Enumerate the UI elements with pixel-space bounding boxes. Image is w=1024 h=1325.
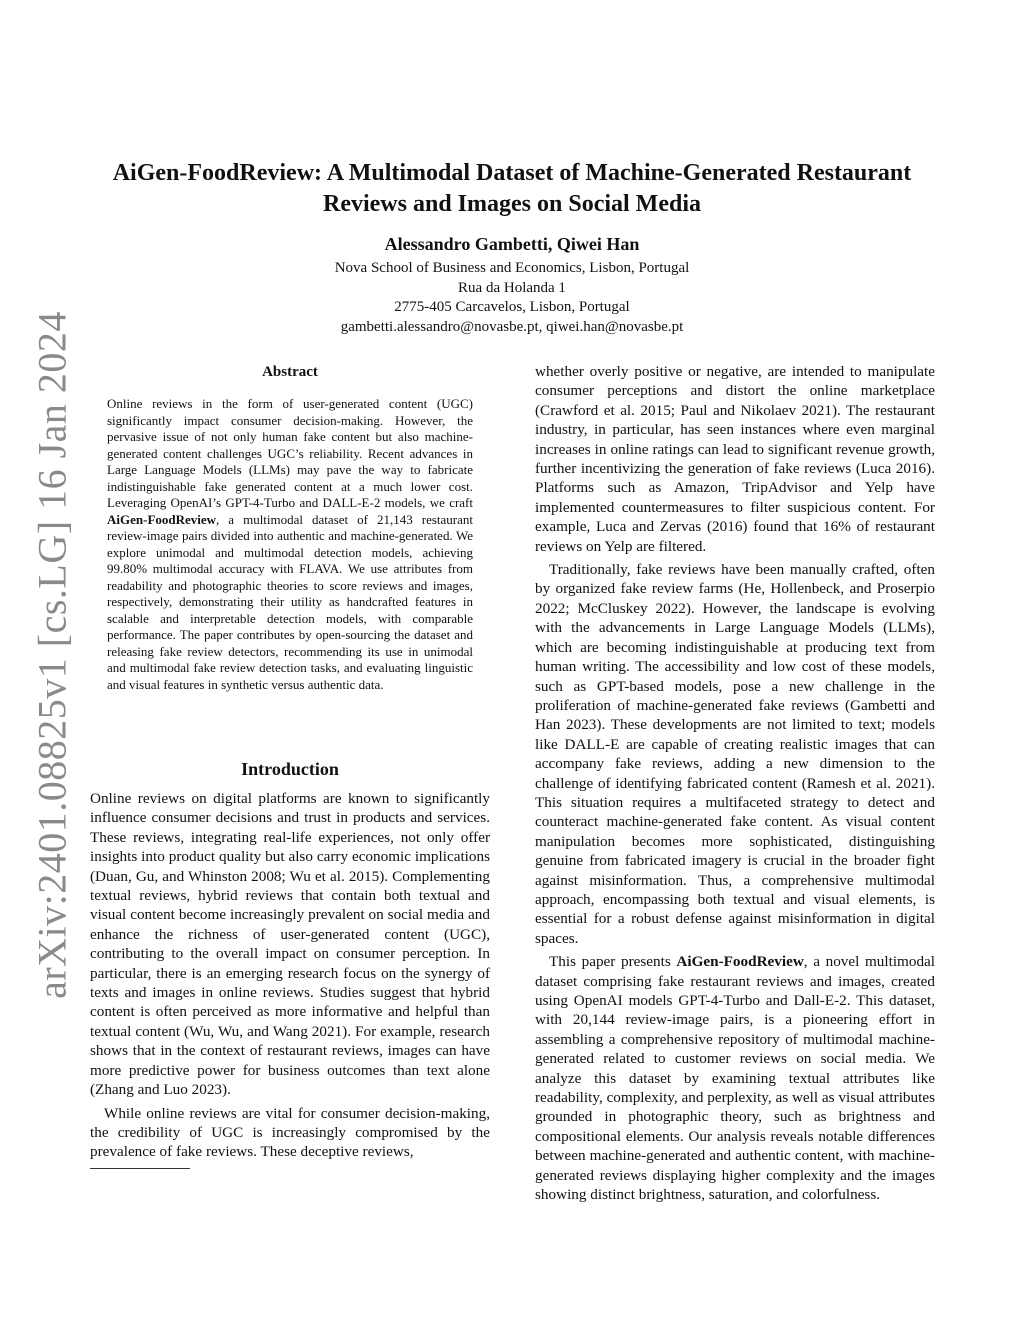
arxiv-identifier: arXiv:2401.08825v1 [cs.LG] 16 Jan 2024 xyxy=(29,311,75,999)
paragraph xyxy=(535,952,935,1204)
abstract-text: Online reviews in the form of user-generated content (UGC) significantly impact consumer decision-making. However, the pervasive issue of not only human fake content but also machine-generated content challenges UGC’s reliability. Recent advances in Large Language Models (LLMs) may pave the way to fabricate indistinguishable fake generated content at a much lower cost. Leveraging OpenAI’s GPT-4-Turbo and DALL-E-2 models, we craft xyxy=(107,396,473,510)
abstract-heading: Abstract xyxy=(262,364,318,380)
affiliation-line: Nova School of Business and Economics, Lisbon, Portugal xyxy=(334,260,690,276)
dataset-name: AiGen-FoodReview xyxy=(676,953,804,971)
dataset-name: AiGen-FoodReview xyxy=(107,511,217,527)
affiliation-line: Rua da Holanda 1 xyxy=(458,279,566,296)
introduction-body xyxy=(90,789,490,1162)
footnote-divider xyxy=(90,1168,190,1169)
affiliation xyxy=(100,259,924,337)
abstract-text: , a multimodal dataset of 21,143 restaurant review-image pairs divided into authentic and machine-generated. We explore unimodal and multimodal detection models, achieving 99.80% multimodal accuracy with FLAVA. We use attributes from readability and photographic theories to score reviews and images, respectively, demonstrating their utility as handcrafted features in scalable and interpretable detection models, with comparable performance. The paper contributes by open-sourcing the dataset and releasing fake review detectors, recommending its use in unimodal and multimodal fake review detection tasks, and evaluating linguistic and visual features in synthetic versus authentic data. xyxy=(107,511,473,692)
title-line-1: AiGen-FoodReview: A Multimodal Dataset of Machine-Generated Restaurant xyxy=(112,160,912,186)
paragraph: Online reviews on digital platforms are known to significantly influence consumer decisions and trust in products and services. These reviews, integrating real-life experiences, not only offer insights into product quality but also carry economic implications (Duan, Gu, and Whinston 2008; Wu et al. 2015). Complementing textual reviews, hybrid reviews that contain both textual and visual content become increasingly prevalent on social media and enhance the richness of user-generated content (UGC), contributing to the overall impact on consumer perception. In particular, there is an emerging research focus on the synergy of texts and images in online reviews. Studies suggest that hybrid content is often perceived as more informative and helpful than textual content (Wu, Wu, and Wang 2021). For example, research shows that in the context of restaurant reviews, images can have more predictive power for business outcomes than text alone (Zhang and Luo 2023). xyxy=(90,790,490,1099)
paragraph: Traditionally, fake reviews have been manually crafted, often by organized fake review farms (He, Hollenbeck, and Proserpio 2022; McCluskey 2022). However, the landscape is evolving with the advancements in Large Language Models (LLMs), which are becoming indistinguishable at producing text from human writing. The accessibility and low cost of these models, such as GPT-based models, pose a new challenge in the proliferation of machine-generated fake reviews (Gambetti and Han 2023). These developments are not limited to text; models like DALL-E are capable of creating realistic images that can accompany fake reviews, adding a new dimension to the challenge of identifying fabricated content (Ramesh et al. 2021). This situation requires a multifaceted strategy to detect and counteract machine-generated fake content. As visual content manipulation becomes more sophisticated, distinguishing genuine from fabricated imagery is crucial in the broader fight against misinformation. Thus, a comprehensive multimodal approach, encompassing both textual and visual elements, is essential for a robust defense against misinformation in digital spaces. xyxy=(535,561,935,947)
title-line-2: Reviews and Images on Social Media xyxy=(323,191,701,217)
author-emails: gambetti.alessandro@novasbe.pt, qiwei.han@novasbe.pt xyxy=(340,318,684,335)
introduction-heading: Introduction xyxy=(241,759,339,779)
paper-title xyxy=(100,158,924,220)
right-column xyxy=(535,362,935,1204)
authors: Alessandro Gambetti, Qiwei Han xyxy=(384,234,640,254)
affiliation-line: 2775-405 Carcavelos, Lisbon, Portugal xyxy=(394,299,630,315)
paragraph: whether overly positive or negative, are intended to manipulate consumer perceptions and distort the online marketplace (Crawford et al. 2015; Paul and Nikolaev 2021). The restaurant industry, in particular, has seen instances where even marginal increases in online ratings can lead to significant revenue growth, further incentivizing the generation of fake reviews (Luca 2016). Platforms such as Amazon, TripAdvisor and Yelp have implemented countermeasures to filter suspicious content. For example, Luca and Zervas (2016) found that 16% of restaurant reviews on Yelp are filtered. xyxy=(535,363,935,555)
paragraph-text: , a novel multimodal dataset comprising fake restaurant reviews and images, created using OpenAI models GPT-4-Turbo and Dall-E-2. This dataset, with 20,144 review-image pairs, is a pioneering effort in assembling a comprehensive repository of multimodal machine-generated related to customer reviews on social media. We analyze this dataset by examining textual attributes like readability, complexity, and perplexity, as well as visual attributes grounded in photographic theory, such as brightness and compositional elements. Our analysis reveals notable differences between machine-generated and authentic content, with machine-generated reviews displaying higher complexity and the images showing distinct brightness, saturation, and colorfulness. xyxy=(535,953,936,1204)
abstract-body xyxy=(107,396,473,693)
paragraph-text: This paper presents xyxy=(549,953,677,971)
paragraph: While online reviews are vital for consumer decision-making, the credibility of UGC is increasingly compromised by the prevalence of fake reviews. These deceptive reviews, xyxy=(90,1104,490,1161)
